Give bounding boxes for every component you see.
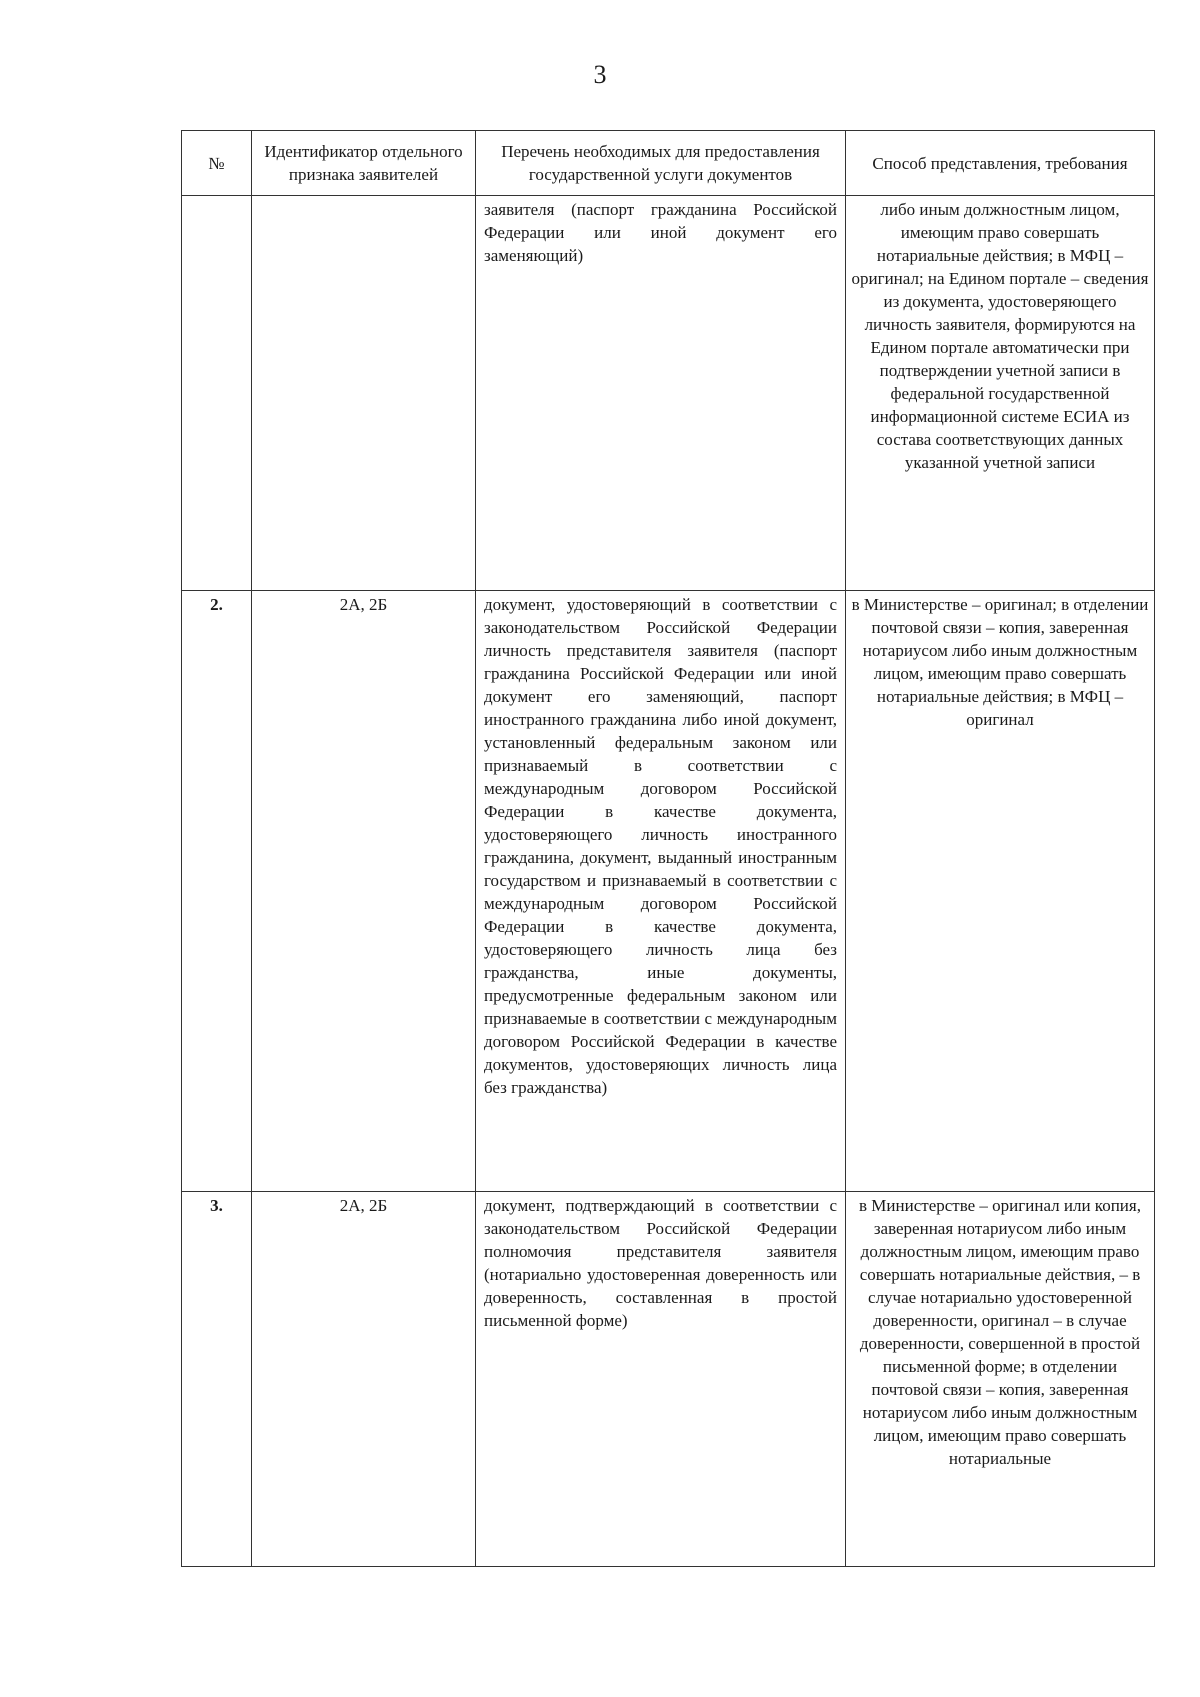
row-number [182, 196, 252, 591]
header-num: № [182, 131, 252, 196]
row-identifier: 2А, 2Б [252, 591, 476, 1192]
requirements-table [181, 130, 1155, 1567]
row-identifier: 2А, 2Б [252, 1192, 476, 1567]
row-identifier [252, 196, 476, 591]
row-number: 3. [182, 1192, 252, 1567]
row-documents: документ, удостоверяющий в соответствии с законодательством Российской Федерации личность представителя заявителя (паспорт гражданина Российской Федерации или иной документ его заменяющий, паспорт иностранного гражданина либо иной документ, установленный федеральным законом или признаваемый в соответствии с международным договором Российской Федерации в качестве документа, удостоверяющего личность иностранного гражданина, документ, выданный иностранным государством и признаваемый в соответствии с международным договором Российской Федерации в качестве документа, удостоверяющего личность лица без гражданства, иные документы, предусмотренные федеральным законом или признаваемые в соответствии с международным договором Российской Федерации в качестве документов, удостоверяющих личность лица без гражданства) [476, 591, 846, 1192]
row-method: в Министерстве – оригинал; в отделении почтовой связи – копия, заверенная нотариусом либо иным должностным лицом, имеющим право совершать нотариальные действия; в МФЦ – оригинал [846, 591, 1155, 1192]
header-method: Способ представления, требования [846, 131, 1155, 196]
table-row [182, 591, 1155, 1192]
row-method: либо иным должностным лицом, имеющим право совершать нотариальные действия; в МФЦ – оригинал; на Едином портале – сведения из документа, удостоверяющего личность заявителя, формируются на Едином портале автоматически при подтверждении учетной записи в федеральной государственной информационной системе ЕСИА из состава соответствующих данных указанной учетной записи [846, 196, 1155, 591]
header-row [182, 131, 1155, 196]
header-identifier: Идентификатор отдельного признака заявителей [252, 131, 476, 196]
table-row [182, 196, 1155, 591]
table-body [182, 196, 1155, 1567]
page-number: 3 [593, 60, 607, 89]
row-documents: документ, подтверждающий в соответствии с законодательством Российской Федерации полномочия представителя заявителя (нотариально удостоверенная доверенность или доверенность, составленная в простой письменной форме) [476, 1192, 846, 1567]
table-header [182, 131, 1155, 196]
row-documents: заявителя (паспорт гражданина Российской Федерации или иной документ его заменяющий) [476, 196, 846, 591]
row-method: в Министерстве – оригинал или копия, заверенная нотариусом либо иным должностным лицом, имеющим право совершать нотариальные действия, – в случае нотариально удостоверенной доверенности, оригинал – в случае доверенности, совершенной в простой письменной форме; в отделении почтовой связи – копия, заверенная нотариусом либо иным должностным лицом, имеющим право совершать нотариальные [846, 1192, 1155, 1567]
header-documents: Перечень необходимых для предоставления государственной услуги документов [476, 131, 846, 196]
row-number: 2. [182, 591, 252, 1192]
table-row [182, 1192, 1155, 1567]
